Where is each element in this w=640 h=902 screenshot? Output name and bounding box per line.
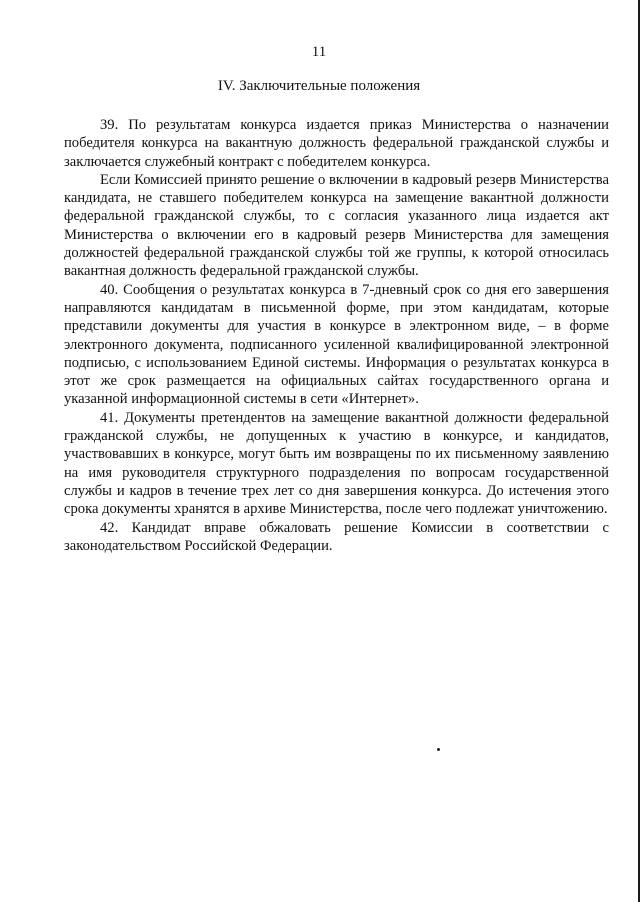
scan-speck [437,748,440,751]
page-number: 11 [311,44,327,60]
paragraph-42: 42. Кандидат вправе обжаловать решение Комиссии в соответствии с законодательством Российской Федерации. [64,519,609,554]
paragraph-40: 40. Сообщения о результатах конкурса в 7-дневный срок со дня его завершения направляются кандидатам в письменной форме, при этом кандидатам, которые представили документы для участия в конкурсе в электронном виде, – в форме электронного документа, подписанного усиленной квалифицированной электронной подписью, с использованием Единой системы. Информация о результатах конкурса в этот же срок размещается на официальных сайтах государственного органа и указанной информационной системы в сети «Интернет». [64,281,609,408]
paragraph-39-reserve: Если Комиссией принято решение о включении в кадровый резерв Министерства кандидата, не ставшего победителем конкурса на замещение вакантной должности федеральной гражданской службы, то с согласия указанного лица издается акт Министерства о включении его в кадровый резерв Министерства для замещения должностей федеральной гражданской службы той же группы, к которой относилась вакантная должность федеральной гражданской службы. [64,171,609,280]
paragraph-39: 39. По результатам конкурса издается приказ Министерства о назначении победителя конкурса на вакантную должность федеральной гражданской службы и заключается служебный контракт с победителем конкурса. [64,117,609,170]
section-heading: IV. Заключительные положения [217,78,421,94]
paragraph-41: 41. Документы претендентов на замещение вакантной должности федеральной гражданской службы, не допущенных к участию в конкурсе, и кандидатов, участвовавших в конкурсе, могут быть им возвращены по их письменному заявлению на имя руководителя структурного подразделения по вопросам государственной службы и кадров в течение трех лет со дня завершения конкурса. До истечения этого срока документы хранятся в архиве Министерства, после чего подлежат уничтожению. [64,409,609,518]
document-body [64,116,609,555]
